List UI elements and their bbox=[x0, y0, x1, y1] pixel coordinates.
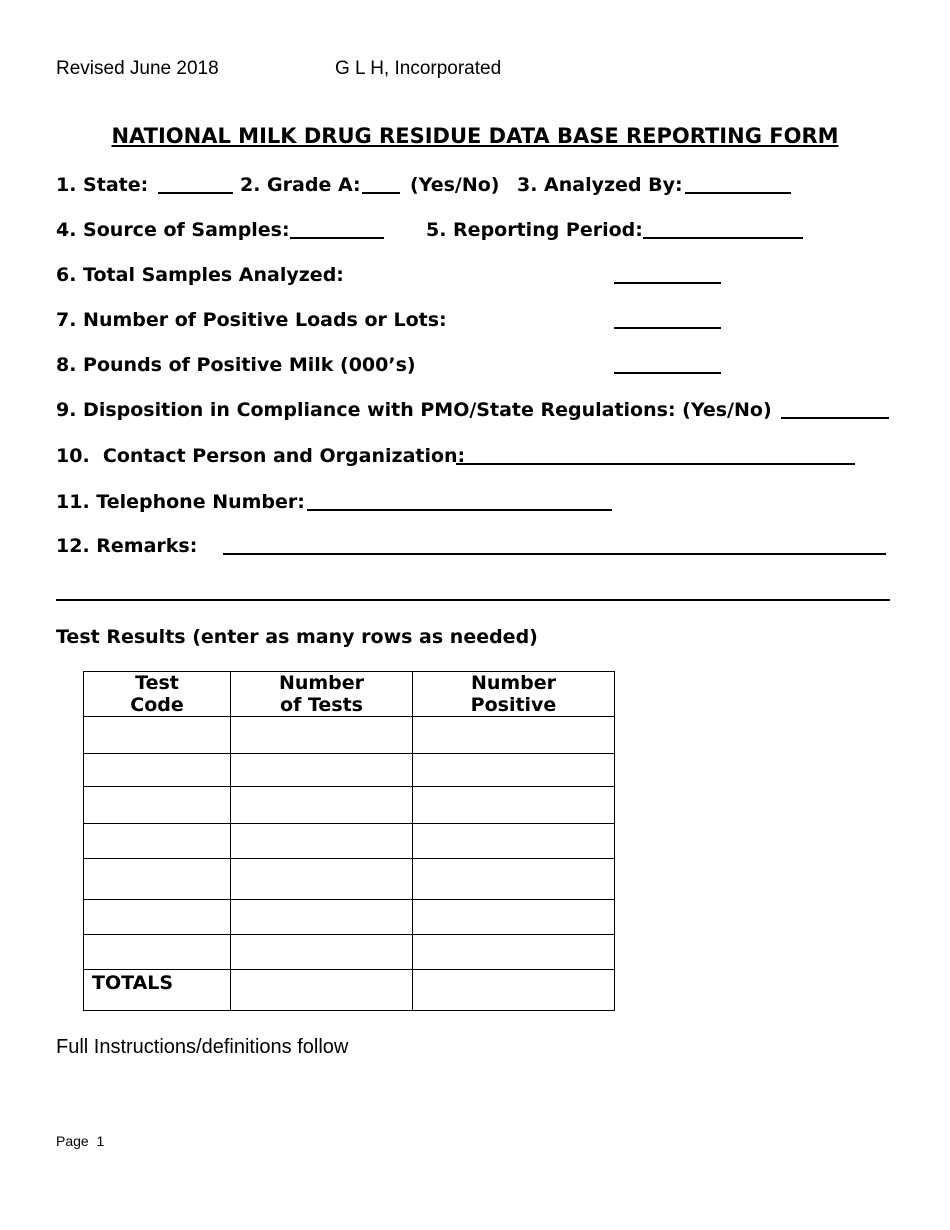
column-header-number-of-tests: Number of Tests bbox=[231, 672, 413, 717]
number-of-tests-cell[interactable] bbox=[231, 935, 413, 970]
form-title: NATIONAL MILK DRUG RESIDUE DATA BASE REPORTING FORM bbox=[111, 124, 839, 148]
instructions-note: Full Instructions/definitions follow bbox=[56, 1036, 349, 1058]
positive-loads-label: 7. Number of Positive Loads or Lots: bbox=[56, 309, 447, 331]
totals-row bbox=[84, 970, 615, 1011]
revised-date: Revised June 2018 bbox=[56, 58, 219, 79]
number-of-tests-cell[interactable] bbox=[231, 717, 413, 754]
yes-no-label: (Yes/No) bbox=[410, 174, 500, 196]
positive-loads-blank[interactable] bbox=[614, 327, 721, 329]
test-code-cell[interactable] bbox=[84, 900, 231, 935]
state-blank[interactable] bbox=[158, 192, 233, 194]
total-samples-label: 6. Total Samples Analyzed: bbox=[56, 264, 344, 286]
analyzed-by-blank[interactable] bbox=[685, 192, 791, 194]
test-code-cell[interactable] bbox=[84, 859, 231, 900]
test-code-cell[interactable] bbox=[84, 787, 231, 824]
telephone-label: 11. Telephone Number: bbox=[56, 491, 305, 513]
disposition-blank[interactable] bbox=[781, 417, 889, 419]
number-positive-cell[interactable] bbox=[413, 900, 615, 935]
number-positive-cell[interactable] bbox=[413, 859, 615, 900]
table-row bbox=[84, 900, 615, 935]
contact-label: 10. Contact Person and Organization: bbox=[56, 445, 466, 467]
number-positive-cell[interactable] bbox=[413, 754, 615, 787]
company-name: G L H, Incorporated bbox=[335, 58, 502, 79]
number-of-tests-cell[interactable] bbox=[231, 900, 413, 935]
column-header-test-code: Test Code bbox=[84, 672, 231, 717]
totals-label: TOTALS bbox=[84, 970, 231, 1011]
table-row bbox=[84, 859, 615, 900]
period-blank[interactable] bbox=[643, 237, 803, 239]
state-label: 1. State: bbox=[56, 174, 149, 196]
table-row bbox=[84, 824, 615, 859]
table-row bbox=[84, 754, 615, 787]
test-results-table bbox=[83, 671, 615, 1011]
number-of-tests-cell[interactable] bbox=[231, 859, 413, 900]
number-positive-cell[interactable] bbox=[413, 787, 615, 824]
pounds-positive-label: 8. Pounds of Positive Milk (000’s) bbox=[56, 354, 416, 376]
disposition-label: 9. Disposition in Compliance with PMO/State Regulations: (Yes/No) bbox=[56, 399, 772, 421]
grade-a-label: 2. Grade A: bbox=[240, 174, 361, 196]
test-code-cell[interactable] bbox=[84, 935, 231, 970]
number-positive-cell[interactable] bbox=[413, 935, 615, 970]
number-positive-cell[interactable] bbox=[413, 717, 615, 754]
number-of-tests-cell[interactable] bbox=[231, 824, 413, 859]
number-positive-cell[interactable] bbox=[413, 824, 615, 859]
test-code-cell[interactable] bbox=[84, 717, 231, 754]
contact-blank[interactable] bbox=[456, 463, 855, 465]
table-row bbox=[84, 717, 615, 754]
total-number-of-tests-cell[interactable] bbox=[231, 970, 413, 1011]
total-samples-blank[interactable] bbox=[614, 282, 721, 284]
table-header-row bbox=[84, 672, 615, 717]
source-label: 4. Source of Samples: bbox=[56, 219, 290, 241]
telephone-blank[interactable] bbox=[307, 509, 612, 511]
table-row bbox=[84, 935, 615, 970]
remarks-label: 12. Remarks: bbox=[56, 535, 198, 557]
remarks-continuation-blank[interactable] bbox=[56, 599, 890, 601]
pounds-positive-blank[interactable] bbox=[614, 372, 721, 374]
test-code-cell[interactable] bbox=[84, 824, 231, 859]
table-row bbox=[84, 787, 615, 824]
page-number: Page 1 bbox=[56, 1133, 105, 1149]
test-code-cell[interactable] bbox=[84, 754, 231, 787]
number-of-tests-cell[interactable] bbox=[231, 787, 413, 824]
source-blank[interactable] bbox=[290, 237, 384, 239]
test-results-heading: Test Results (enter as many rows as needed) bbox=[56, 626, 538, 648]
analyzed-by-label: 3. Analyzed By: bbox=[517, 174, 683, 196]
remarks-blank[interactable] bbox=[223, 553, 886, 555]
grade-a-blank[interactable] bbox=[362, 192, 400, 194]
period-label: 5. Reporting Period: bbox=[426, 219, 643, 241]
number-of-tests-cell[interactable] bbox=[231, 754, 413, 787]
total-number-positive-cell[interactable] bbox=[413, 970, 615, 1011]
column-header-number-positive: Number Positive bbox=[413, 672, 615, 717]
